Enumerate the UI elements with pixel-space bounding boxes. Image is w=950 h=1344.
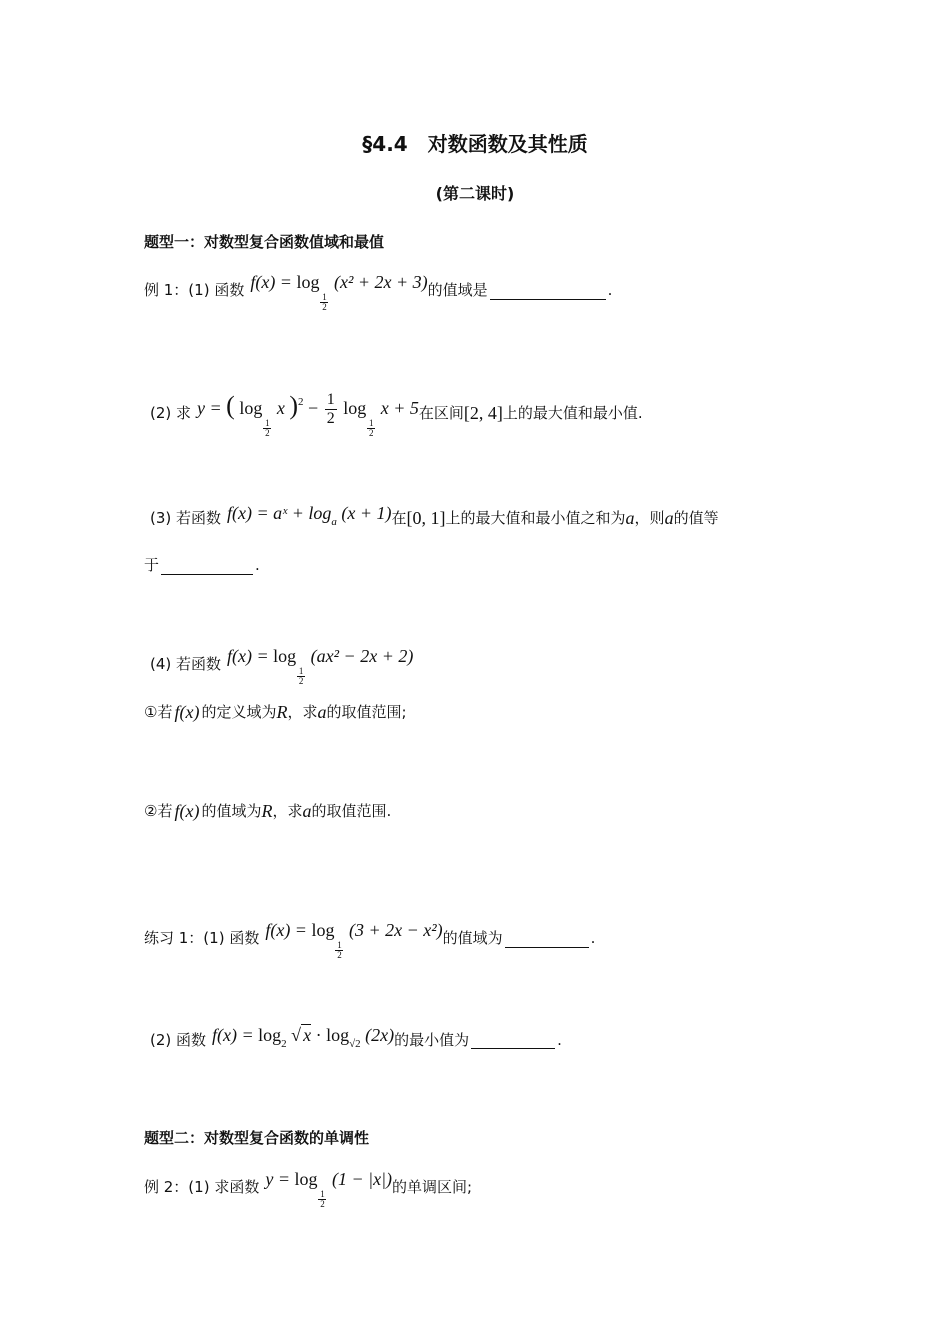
- log-base-2: 2: [281, 1038, 287, 1050]
- formula-ex2-p1: [265, 1165, 392, 1209]
- pr1-p1-arg: (3 + 2x − x²): [348, 920, 443, 940]
- formula-pr1-p2: [212, 1021, 394, 1058]
- answer-blank[interactable]: [490, 281, 606, 300]
- formula-ex1-p1: [250, 268, 427, 312]
- ex1-p3-expr: f(x) = aˣ + log: [227, 503, 332, 523]
- square-exponent: 2: [298, 396, 304, 408]
- log-base-a: a: [331, 516, 337, 528]
- half-num: 1: [320, 1189, 325, 1199]
- ex1-p4-prefix: (4) 若函数: [150, 655, 222, 673]
- q2-mid: 的值域为: [201, 802, 262, 820]
- ex1-p2-rest: x + 5: [380, 398, 419, 418]
- page-subtitle: (第二课时): [435, 184, 515, 203]
- formula-pr1-p1: [265, 916, 442, 960]
- formula-ex1-p3: [227, 499, 391, 536]
- example1-part4-q1: [144, 698, 407, 726]
- ex1-p3-mid2: 上的最大值和最小值之和为: [445, 508, 626, 527]
- q1-suffix: 的取值范围;: [326, 703, 407, 721]
- fx-label: f(x) =: [265, 920, 307, 940]
- ex1-p2-suffix: 上的最大值和最小值.: [502, 404, 643, 422]
- half-den: 2: [322, 302, 327, 312]
- right-paren: ): [289, 391, 299, 420]
- ex1-p3-arg: (x + 1): [341, 503, 392, 523]
- period: .: [607, 281, 613, 299]
- half-num: 1: [298, 666, 304, 676]
- period: .: [590, 929, 596, 947]
- half-den: 2: [320, 1199, 325, 1209]
- fx-label: f(x) =: [227, 646, 269, 666]
- example1-part1: [144, 268, 612, 312]
- log-label: log: [273, 646, 297, 666]
- sqrt-x: x: [303, 1025, 312, 1045]
- formula-ex1-p2: [197, 388, 419, 438]
- log-label: log: [296, 272, 320, 292]
- frac-num: 1: [326, 391, 335, 409]
- var-a: a: [302, 801, 312, 821]
- half-base: [297, 667, 305, 686]
- ex1-p4-arg: (ax² − 2x + 2): [310, 646, 414, 666]
- half-den: 2: [337, 950, 342, 960]
- q2-prefix: ②若: [144, 802, 173, 820]
- half-num: 1: [322, 292, 327, 302]
- y-label: y =: [265, 1169, 290, 1189]
- formula-ex1-p4: [227, 642, 413, 686]
- page-title: §4.4 对数函数及其性质: [362, 132, 588, 156]
- answer-blank[interactable]: [161, 556, 253, 575]
- var-R: R: [276, 702, 288, 722]
- ex1-p2-prefix: (2) 求: [150, 404, 192, 422]
- f-of-x: f(x): [174, 702, 200, 722]
- pr1-p2-prefix: (2) 函数: [150, 1030, 207, 1049]
- pr1-p2-arg: (2x): [365, 1025, 395, 1045]
- var-a: a: [317, 702, 327, 722]
- example1-part3: [150, 499, 719, 536]
- pr1-p2-suffix: 的最小值为: [394, 1030, 470, 1049]
- interval-0-1: [0, 1]: [406, 507, 446, 528]
- practice1-part1: [144, 916, 595, 960]
- left-paren: (: [226, 391, 235, 420]
- ex2-arg: (1 − |x|): [331, 1169, 393, 1189]
- var-a: a: [664, 507, 674, 528]
- y-label: y =: [197, 398, 222, 418]
- var-a: a: [625, 507, 635, 528]
- ex1-p1-prefix: 例 1：(1) 函数: [144, 281, 245, 299]
- interval-2-4: [2, 4]: [463, 403, 503, 423]
- times-dot: ·: [315, 1025, 322, 1045]
- ex1-p3-mid1: 在: [391, 508, 407, 527]
- example1-part3-cont: [144, 551, 260, 579]
- q1-mid2: ，求: [287, 703, 318, 721]
- practice1-part2: [150, 1021, 562, 1058]
- pr1-p1-prefix: 练习 1：(1) 函数: [144, 929, 260, 947]
- log-label: log: [343, 398, 367, 418]
- answer-blank[interactable]: [505, 929, 589, 948]
- fx-label: f(x) =: [212, 1025, 254, 1045]
- f-of-x: f(x): [174, 801, 200, 821]
- ex1-p1-suffix: 的值域是: [427, 281, 488, 299]
- period: .: [557, 1030, 562, 1049]
- half-base: [335, 941, 343, 960]
- q2-suffix: 的取值范围.: [311, 802, 392, 820]
- half-base: [318, 1190, 326, 1209]
- fx-label: f(x) =: [250, 272, 292, 292]
- half-base: [367, 419, 375, 438]
- half-num: 1: [265, 418, 270, 428]
- example1-part4-q2: [144, 797, 391, 825]
- half-base: [320, 293, 328, 312]
- answer-blank[interactable]: [471, 1030, 555, 1049]
- ex1-p3-prefix: (3) 若函数: [150, 508, 222, 527]
- log-label: log: [239, 398, 263, 418]
- log-label: log: [311, 920, 335, 940]
- section-heading-type1: 题型一：对数型复合函数值域和最值: [144, 233, 385, 251]
- example1-part4: [150, 642, 413, 686]
- minus-sign: −: [308, 398, 323, 418]
- ex1-p3-cont: 于: [144, 556, 160, 574]
- x-var: x: [276, 398, 285, 418]
- one-half-fraction: [325, 391, 337, 428]
- ex1-arg: (x² + 2x + 3): [333, 272, 428, 292]
- example2-part1: [144, 1165, 472, 1209]
- sqrt-sign: √: [291, 1025, 302, 1045]
- q2-mid2: ，求: [272, 802, 303, 820]
- var-R: R: [261, 801, 273, 821]
- half-den: 2: [265, 428, 270, 438]
- half-num: 1: [368, 418, 374, 428]
- log-label: log: [326, 1025, 350, 1045]
- q1-mid: 的定义域为: [201, 703, 277, 721]
- log-base-sqrt2: √2: [349, 1038, 361, 1050]
- period: .: [255, 556, 260, 574]
- q1-prefix: ①若: [144, 703, 173, 721]
- ex1-p3-suffix: 的值等: [673, 508, 719, 527]
- ex2-p1-prefix: 例 2：(1) 求函数: [144, 1178, 260, 1196]
- ex2-p1-suffix: 的单调区间;: [392, 1178, 473, 1196]
- section-heading-type2: 题型二：对数型复合函数的单调性: [144, 1129, 370, 1147]
- frac-den: 2: [326, 410, 335, 428]
- log-label: log: [294, 1169, 318, 1189]
- half-num: 1: [337, 940, 342, 950]
- pr1-p1-suffix: 的值域为: [442, 929, 503, 947]
- ex1-p2-mid: 在区间: [418, 404, 464, 422]
- ex1-p3-mid3: ，则: [634, 508, 665, 527]
- log-label: log: [258, 1025, 282, 1045]
- half-den: 2: [298, 676, 304, 686]
- half-den: 2: [368, 428, 374, 438]
- example1-part2: [150, 388, 643, 438]
- half-base: [263, 419, 271, 438]
